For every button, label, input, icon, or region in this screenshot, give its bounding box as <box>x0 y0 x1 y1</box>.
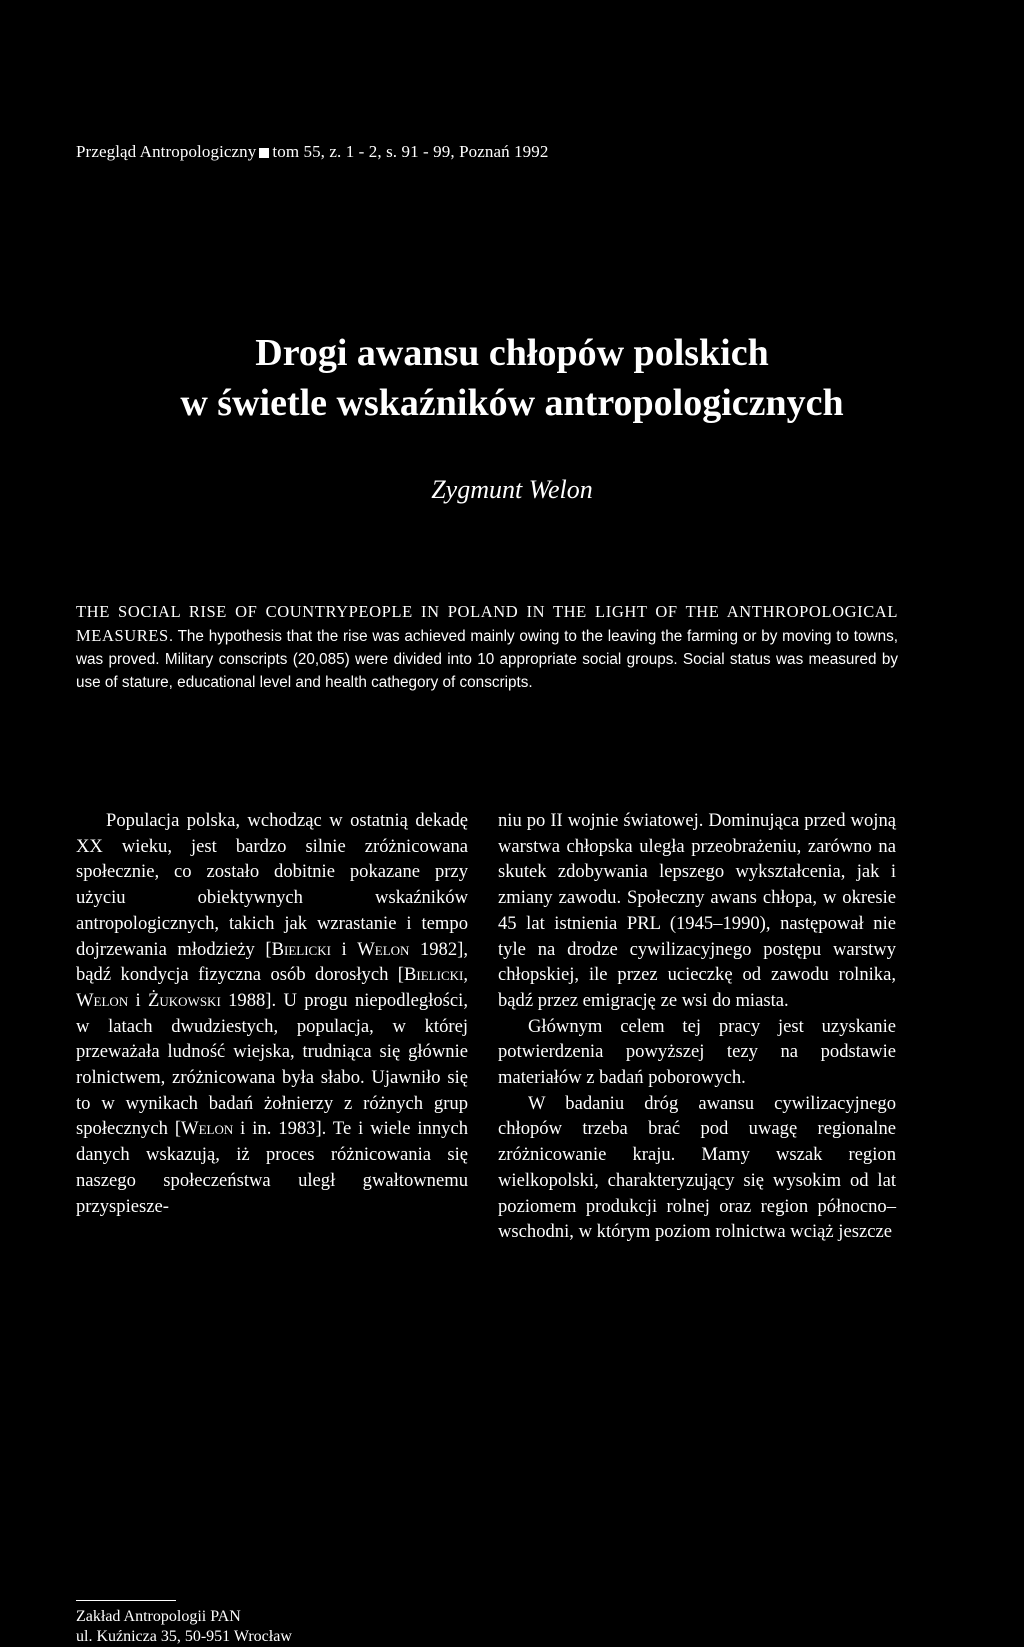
abstract-body: . The hypothesis that the rise was achieved mainly owing to the leaving the farming or by moving to towns, was proved. Military conscripts (20,085) were divided into 10 appropriate social groups. Social status was measured by use of stature, educational level and health cathegory of conscripts. <box>76 628 898 691</box>
journal-citation: tom 55, z. 1 - 2, s. 91 - 99, Poznań 1992 <box>272 142 549 161</box>
title-line-1: Drogi awansu chłopów polskich <box>255 332 769 374</box>
text-run: 1982], bądź kondycja fizyczna osób dorosłych [ <box>76 938 468 986</box>
citation-author: Welon <box>181 1118 234 1140</box>
abstract <box>76 600 898 694</box>
citation-author: Welon <box>357 938 410 960</box>
left-paragraph <box>76 808 468 1219</box>
right-column <box>498 808 896 1245</box>
square-bullet-icon <box>259 148 269 158</box>
journal-name: Przegląd Antropologiczny <box>76 142 257 161</box>
text-run: Populacja polska, wchodząc w ostatnią dekadę XX wieku, jest bardzo silnie zróżnicowana społecznie, co zostało dobitnie pokazane przy użyciu obiektywnych wskaźników antropologicznych, takich jak wzrastanie i tempo dojrzewania młodzieży [ <box>76 810 468 960</box>
right-paragraph-3: W badaniu dróg awansu cywilizacyjnego chłopów trzeba brać pod uwagę regionalne zróżnicowanie kraju. Mamy wszak region wielkopolski, charakteryzujący się wysokim od lat poziomem produkcji rolnej oraz region północno–wschodni, w którym poziom rolnictwa wciąż jeszcze <box>498 1092 896 1243</box>
citation-author: Bielicki <box>271 938 331 960</box>
title-line-2: w świetle wskaźników antropologicznych <box>180 382 844 424</box>
citation-author: Bielicki <box>404 964 464 986</box>
journal-header <box>76 142 548 162</box>
article-title <box>0 328 1024 428</box>
affiliation-footnote <box>76 1607 292 1647</box>
text-run: , <box>463 964 468 986</box>
right-paragraph-1: niu po II wojnie światowej. Dominująca przed wojną warstwa chłopska uległa przeobrażeniu, zarówno na skutek zdobywania lepszego wykształcenia, jak i zmiany zawodu. Społeczny awans chłopa, w okresie 45 lat istnienia PRL (1945–1990), następował nie tyle na drodze cywilizacyjnego postępu warstwy chłopskiej, ile przez ucieczkę od zawodu rolnika, bądź przez emigrację ze wsi do miasta. <box>498 810 896 1011</box>
text-run: i in. 1983]. Te i wiele innych danych wskazują, iż proces różnicowania się naszego społeczeństwa uległ gwałtownemu przyspiesze- <box>76 1118 468 1217</box>
text-run: 1988]. U progu niepodległości, w latach dwudziestych, populacja, w której przeważała ludność wiejska, trudniąca się głównie rolnictwem, zróżnicowana była słabo. Ujawniło się to w wynikach badań żołnierzy z różnych grup społecznych [ <box>76 989 468 1140</box>
left-column <box>76 808 468 1219</box>
text-run: i <box>128 989 149 1011</box>
footnote-rule <box>76 1600 176 1601</box>
author-name: Zygmunt Welon <box>431 475 593 504</box>
text-run: i <box>330 938 358 960</box>
footnote-line-1: Zakład Antropologii PAN <box>76 1608 241 1625</box>
right-paragraph-2: Głównym celem tej pracy jest uzyskanie potwierdzenia powyższej tezy na podstawie materiałów z badań poborowych. <box>498 1015 896 1089</box>
citation-author: Welon <box>76 989 129 1011</box>
footnote-line-2: ul. Kuźnicza 35, 50-951 Wrocław <box>76 1628 292 1645</box>
abstract-heading: THE SOCIAL RISE OF COUNTRYPEOPLE IN POLAND IN THE LIGHT OF THE ANTHROPOLOGICAL MEASURES <box>76 602 898 645</box>
citation-author: Żukowski <box>148 989 221 1011</box>
